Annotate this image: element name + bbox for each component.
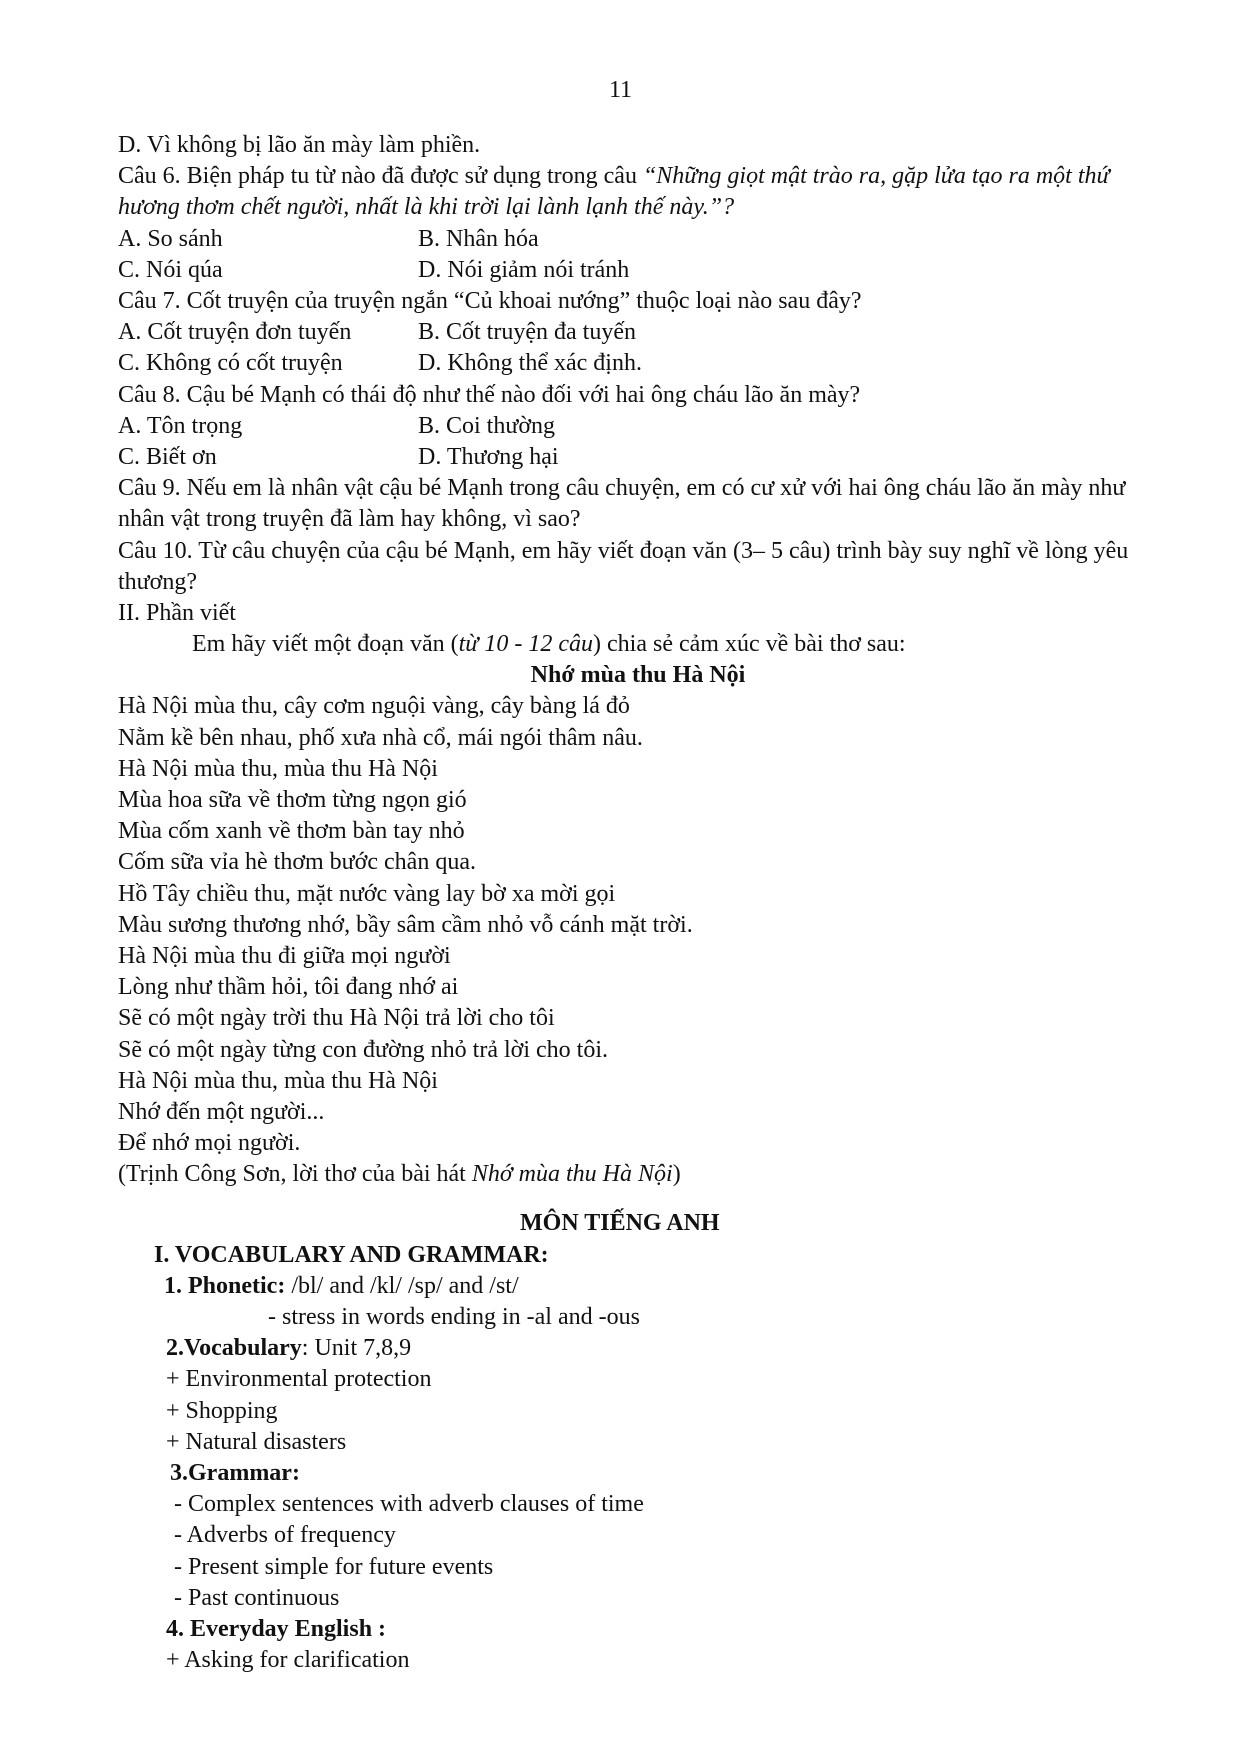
q8-options-row-1 (118, 411, 1158, 442)
vocabulary-item: + Environmental protection (166, 1366, 432, 1393)
poem-title: Nhớ mùa thu Hà Nội (530, 662, 746, 689)
q6-option-b: B. Nhân hóa (418, 225, 539, 252)
question-6 (118, 161, 1158, 223)
q5-option-d: D. Vì không bị lão ăn mày làm phiền. (118, 132, 481, 158)
question-9: Câu 9. Nếu em là nhân vật cậu bé Mạnh trong câu chuyện, em có cư xử với hai ông cháu lão ăn mày như nhân vật trong truyện đã làm hay không, vì sao? (118, 475, 1126, 533)
poem-line: Mùa cốm xanh về thơm bàn tay nhỏ (118, 818, 465, 845)
phonetic-line (118, 1271, 1158, 1302)
everyday-english-item: + Asking for clarification (166, 1647, 410, 1674)
poem-line: Nằm kề bên nhau, phố xưa nhà cổ, mái ngói thâm nâu. (118, 724, 643, 751)
vocabulary-label: 2.Vocabulary (166, 1335, 302, 1362)
q6-quote: “Những giọt mật trào ra, gặp lửa tạo ra một thứ hương thơm chết người, nhất là khi trời lại lành lạnh thế này.” (118, 163, 1110, 221)
q8-options-row-2 (118, 442, 1158, 473)
q7-option-b: B. Cốt truyện đa tuyến (418, 319, 636, 346)
question-8: Câu 8. Cậu bé Mạnh có thái độ như thế nào đối với hai ông cháu lão ăn mày? (118, 381, 861, 408)
poem-line: Hồ Tây chiều thu, mặt nước vàng lay bờ xa mời gọi (118, 880, 616, 907)
section-spacer (118, 1190, 1158, 1208)
vocabulary-line (118, 1333, 1158, 1364)
q6-suffix: ? (722, 194, 735, 221)
poem-line: Mùa hoa sữa về thơm từng ngọn gió (118, 787, 467, 814)
poem-source-italic: Nhớ mùa thu Hà Nội (471, 1161, 673, 1188)
q7-options-row-2 (118, 348, 1158, 379)
poem-source-before: (Trịnh Công Sơn, lời thơ của bài hát (118, 1161, 472, 1188)
page-body (118, 130, 1158, 1676)
phonetic-text: /bl/ and /kl/ /sp/ and /st/ (285, 1272, 519, 1299)
poem-line: Màu sương thương nhớ, bầy sâm cầm nhỏ vỗ cánh mặt trời. (118, 911, 693, 938)
poem-line: Hà Nội mùa thu, mùa thu Hà Nội (118, 755, 438, 782)
page-number: 11 (608, 77, 633, 103)
q6-options-row-1 (118, 224, 1158, 255)
grammar-item: - Present simple for future events (174, 1553, 494, 1580)
poem-line: Sẽ có một ngày trời thu Hà Nội trả lời cho tôi (118, 1005, 555, 1032)
writing-prompt (118, 629, 1158, 660)
grammar-item: - Complex sentences with adverb clauses of time (174, 1491, 644, 1518)
poem-line: Hà Nội mùa thu, mùa thu Hà Nội (118, 1067, 438, 1094)
grammar-item: - Past continuous (174, 1584, 340, 1611)
vocabulary-item: + Shopping (166, 1397, 278, 1424)
writing-heading: II. Phần viết (118, 599, 236, 626)
stress-line: - stress in words ending in -al and -ous (268, 1304, 640, 1331)
q7-option-c: C. Không có cốt truyện (118, 350, 343, 377)
writing-prompt-before: Em hãy viết một đoạn văn ( (192, 631, 459, 658)
q8-option-b: B. Coi thường (418, 412, 556, 439)
q6-option-a: A. So sánh (118, 225, 223, 252)
poem-line: Hà Nội mùa thu đi giữa mọi người (118, 942, 451, 969)
writing-prompt-after: ) chia sẻ cảm xúc về bài thơ sau: (593, 631, 906, 658)
poem-line: Lòng như thầm hỏi, tôi đang nhớ ai (118, 974, 459, 1001)
poem-line: Sẽ có một ngày từng con đường nhỏ trả lời cho tôi. (118, 1036, 608, 1063)
poem-line: Nhớ đến một người... (118, 1098, 325, 1125)
q8-option-c: C. Biết ơn (118, 443, 217, 470)
english-section-heading: I. VOCABULARY AND GRAMMAR: (154, 1241, 549, 1268)
poem-line: Hà Nội mùa thu, cây cơm nguội vàng, cây bàng lá đỏ (118, 693, 630, 720)
q7-option-a: A. Cốt truyện đơn tuyến (118, 319, 352, 346)
writing-prompt-italic: từ 10 - 12 câu (458, 631, 594, 658)
q7-option-d: D. Không thể xác định. (418, 350, 642, 377)
question-7: Câu 7. Cốt truyện của truyện ngắn “Củ khoai nướng” thuộc loại nào sau đây? (118, 287, 862, 314)
q6-option-c: C. Nói qúa (118, 256, 223, 283)
question-10: Câu 10. Từ câu chuyện của cậu bé Mạnh, em hãy viết đoạn văn (3– 5 câu) trình bày suy nghĩ về lòng yêu thương? (118, 537, 1129, 595)
vocabulary-item: + Natural disasters (166, 1428, 347, 1455)
vocabulary-text: : Unit 7,8,9 (301, 1335, 412, 1362)
q8-option-a: A. Tôn trọng (118, 412, 243, 439)
english-subject-title: MÔN TIẾNG ANH (520, 1210, 720, 1237)
grammar-label: 3.Grammar: (170, 1459, 300, 1486)
poem-source (118, 1159, 1158, 1190)
everyday-english-label: 4. Everyday English : (166, 1615, 387, 1642)
q8-option-d: D. Thương hại (418, 443, 559, 470)
poem-line: Để nhớ mọi người. (118, 1130, 301, 1157)
poem-line: Cốm sữa vỉa hè thơm bước chân qua. (118, 849, 476, 876)
poem-source-after: ) (672, 1161, 681, 1188)
q6-options-row-2 (118, 255, 1158, 286)
poem-body (118, 691, 1158, 1159)
q6-option-d: D. Nói giảm nói tránh (418, 256, 630, 283)
q6-prefix: Câu 6. Biện pháp tu từ nào đã được sử dụng trong câu (118, 163, 643, 190)
phonetic-label: 1. Phonetic: (164, 1272, 286, 1299)
q7-options-row-1 (118, 317, 1158, 348)
grammar-item: - Adverbs of frequency (174, 1522, 396, 1549)
